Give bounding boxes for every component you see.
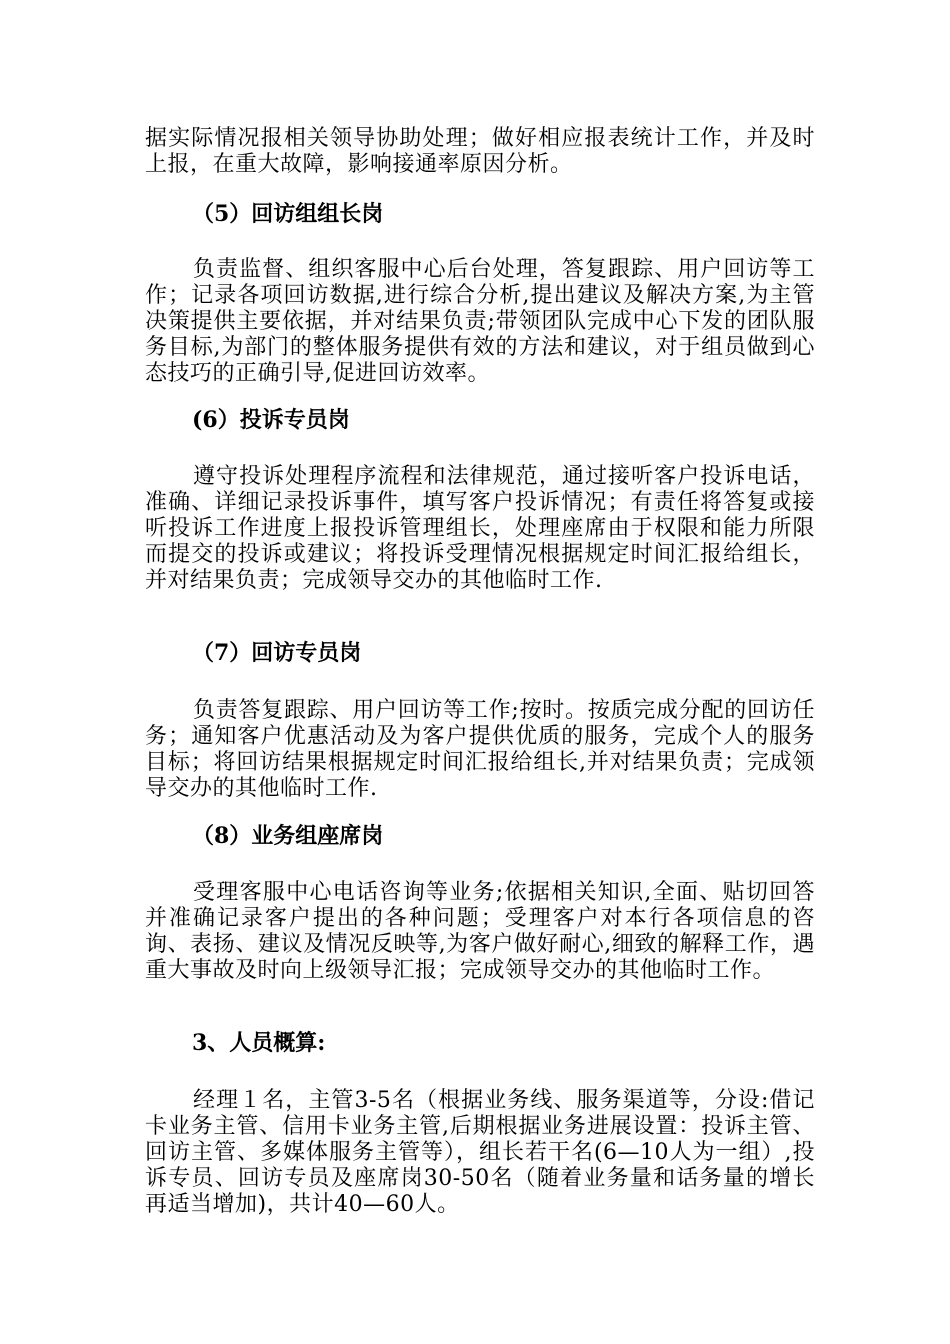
paragraph-visit-specialist: 负责答复跟踪、用户回访等工作;按时。按质完成分配的回访任务；通知客户优惠活动及为客户提供优质的服务，完成个人的服务目标；将回访结果根据规定时间汇报给组长,并对结果负责；完成领导交办的其他临时工作.: [145, 698, 815, 801]
intro-paragraph: 据实际情况报相关领导协助处理；做好相应报表统计工作，并及时上报，在重大故障，影响接通率原因分析。: [145, 126, 815, 177]
heading-business-seat: （8）业务组座席岗: [192, 823, 384, 849]
paragraph-complaint-specialist: 遵守投诉处理程序流程和法律规范，通过接听客户投诉电话，准确、详细记录投诉事件，填写客户投诉情况；有责任将答复或接听投诉工作进度上报投诉管理组长，处理座席由于权限和能力所限而提交的投诉或建议；将投诉受理情况根据规定时间汇报给组长，并对结果负责；完成领导交办的其他临时工作.: [145, 464, 815, 593]
paragraph-staff-estimate: 经理１名，主管3-5名（根据业务线、服务渠道等，分设:借记卡业务主管、信用卡业务主管,后期根据业务进展设置：投诉主管、回访主管、多媒体服务主管等），组长若干名(6—10人为一组）,投诉专员、回访专员及座席岗30-50名（随着业务量和话务量的增长再适当增加)，共计40—60人。: [145, 1088, 815, 1217]
paragraph-business-seat: 受理客服中心电话咨询等业务;依据相关知识,全面、贴切回答并准确记录客户提出的各种问题；受理客户对本行各项信息的咨询、表扬、建议及情况反映等,为客户做好耐心,细致的解释工作，遇重大事故及时向上级领导汇报；完成领导交办的其他临时工作。: [145, 880, 815, 983]
heading-staff-estimate: 3、人员概算:: [192, 1030, 326, 1056]
heading-visit-specialist: （7）回访专员岗: [192, 640, 362, 666]
paragraph-visit-team-leader: 负责监督、组织客服中心后台处理，答复跟踪、用户回访等工作；记录各项回访数据,进行综合分析,提出建议及解决方案,为主管决策提供主要依据，并对结果负责;带领团队完成中心下发的团队服务目标,为部门的整体服务提供有效的方法和建议，对于组员做到心态技巧的正确引导,促进回访效率。: [145, 257, 815, 386]
heading-visit-team-leader: （5）回访组组长岗: [192, 201, 384, 227]
heading-complaint-specialist: (6）投诉专员岗: [192, 407, 350, 433]
